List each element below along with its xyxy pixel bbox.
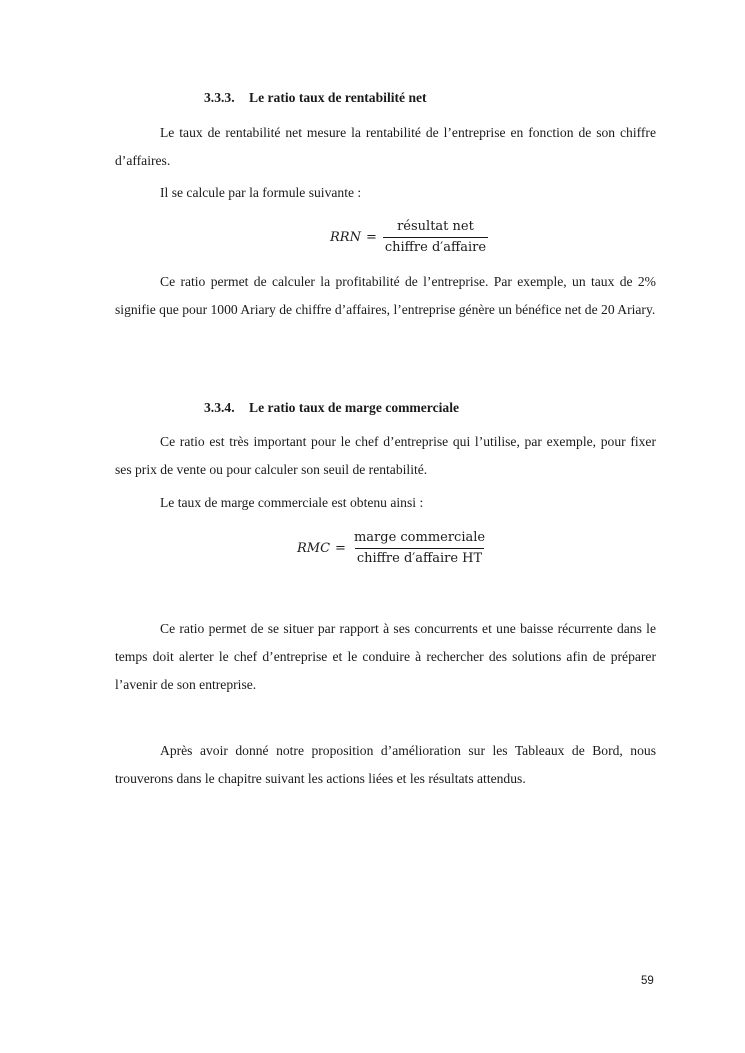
rmc-formula-equals: = [335,541,346,556]
section-334-paragraph-2: Ce ratio permet de se situer par rapport à ses concurrents et une baisse récurrente dans le temps doit alerter le chef d’entreprise et le conduire à rechercher des solutions afin de préparer l’avenir de son entreprise. [115,621,656,692]
rrn-formula-equals: = [365,230,377,245]
rrn-formula-lhs: RRN [330,230,361,245]
section-333-title: Le ratio taux de rentabilité net [249,90,427,105]
section-334-heading [204,399,459,417]
rrn-formula [330,219,488,256]
page-number: 59 [641,975,654,987]
section-334-title: Le ratio taux de marge commerciale [249,400,459,415]
rmc-formula [297,530,487,567]
rmc-formula-numerator: marge commerciale [353,530,486,545]
rmc-formula-denominator: chiffre d′affaire HT [355,548,484,567]
rrn-formula-fraction [383,219,488,256]
rrn-formula-denominator: chiffre d′affaire [383,237,488,256]
rmc-formula-fraction [352,530,487,567]
section-334-paragraph-1: Ce ratio est très important pour le chef d’entreprise qui l’utilise, par exemple, pour fixer ses prix de vente ou pour calculer son seuil de rentabilité. [115,434,656,477]
section-333-heading [204,89,427,107]
conclusion-paragraph: Après avoir donné notre proposition d’amélioration sur les Tableaux de Bord, nous trouverons dans le chapitre suivant les actions liées et les résultats attendus. [115,743,656,786]
section-333-formula-intro: Il se calcule par la formule suivante : [160,185,362,200]
section-333-number: 3.3.3. [204,90,235,105]
section-334-number: 3.3.4. [204,400,235,415]
rrn-formula-numerator: résultat net [397,219,474,234]
section-333-paragraph-1: Le taux de rentabilité net mesure la rentabilité de l’entreprise en fonction de son chiffre d’affaires. [115,125,656,168]
rmc-formula-lhs: RMC [297,541,331,556]
section-333-paragraph-2: Ce ratio permet de calculer la profitabilité de l’entreprise. Par exemple, un taux de 2% signifie que pour 1000 Ariary de chiffre d’affaires, l’entreprise génère un bénéfice net de 20 Ariary. [115,274,656,317]
section-334-formula-intro: Le taux de marge commerciale est obtenu ainsi : [160,495,424,510]
